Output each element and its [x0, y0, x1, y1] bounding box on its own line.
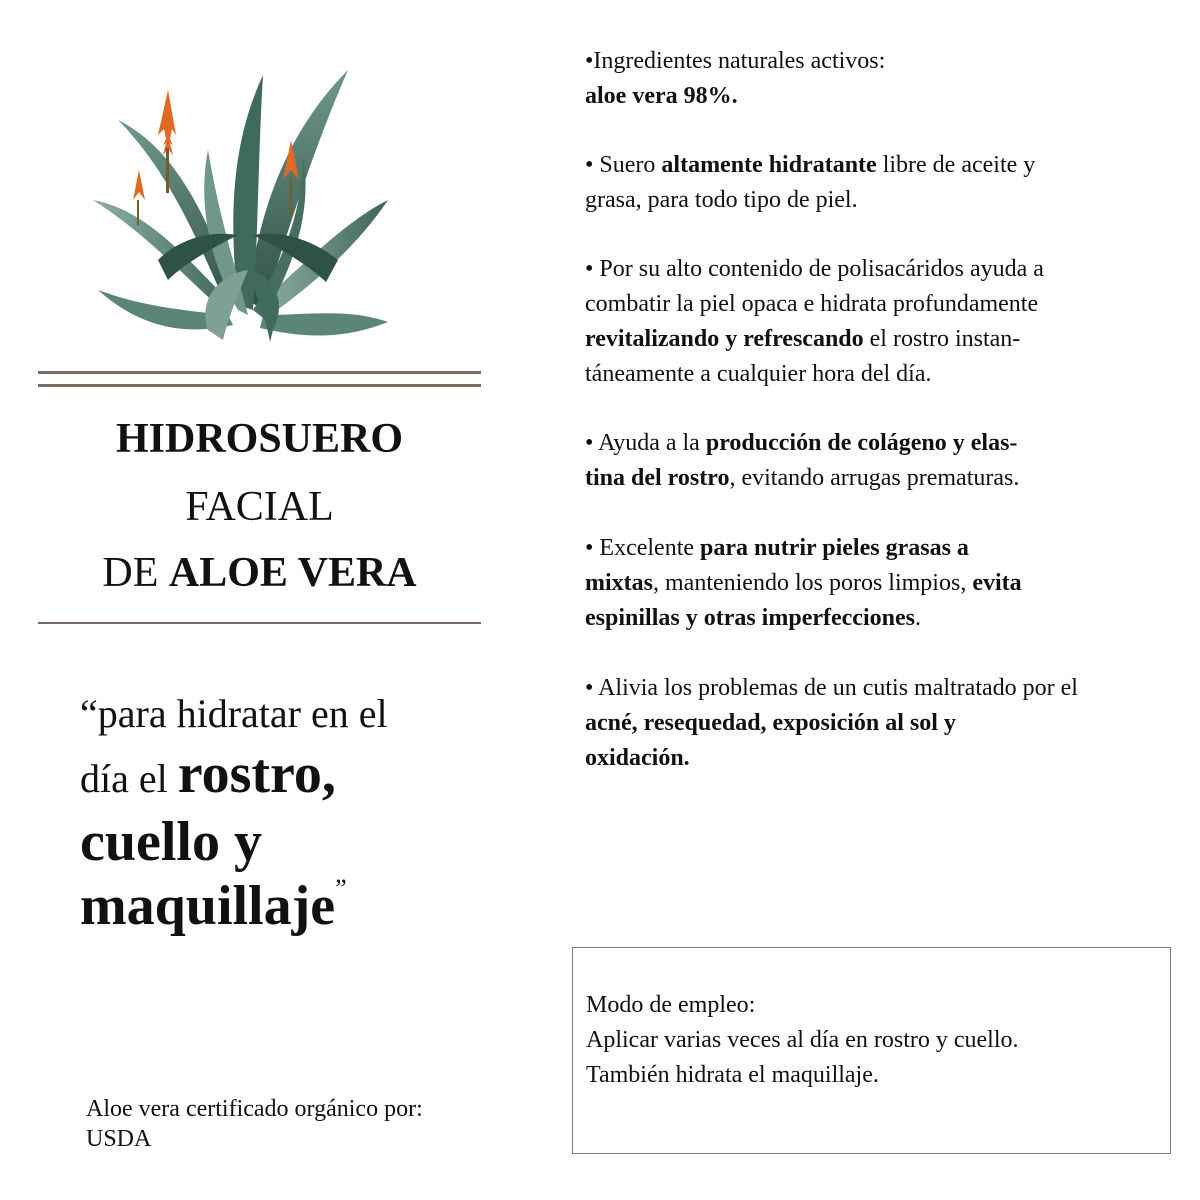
- usage-line-1: Aplicar varias veces al día en rostro y cuello.: [586, 1027, 1019, 1053]
- usage-heading: Modo de empleo:: [586, 992, 756, 1018]
- certification-note: Aloe vera certificado orgánico por: USDA: [86, 1096, 423, 1152]
- feature-hydration: • Suero altamente hidratante libre de aceite y grasa, para todo tipo de piel.: [585, 152, 1036, 213]
- product-title-line1: HIDROSUERO: [115, 416, 404, 462]
- divider-bottom: [38, 622, 481, 624]
- feature-relief: • Alivia los problemas de un cutis maltratado por el acné, resequedad, exposición al sol y oxidación.: [585, 675, 1078, 771]
- feature-oily-skin: • Excelente para nutrir pieles grasas a mixtas, manteniendo los poros limpios, evita espinillas y otras imperfecciones.: [585, 535, 1022, 631]
- product-title-line3: DE ALOE VERA: [102, 550, 417, 596]
- feature-polysaccharides: • Por su alto contenido de polisacáridos ayuda a combatir la piel opaca e hidrata profundamente revitalizando y refrescando el rostro instan- táneamente a cualquier hora del día.: [585, 256, 1044, 387]
- quote-line-4: maquillaje”: [80, 874, 347, 937]
- usage-instructions-box: [572, 947, 1171, 1154]
- feature-collagen: • Ayuda a la producción de colágeno y elas- tina del rostro, evitando arrugas prematuras.: [585, 430, 1020, 491]
- feature-ingredients: •Ingredientes naturales activos: aloe vera 98%.: [585, 48, 886, 109]
- quote-line-1: “para hidratar en el: [80, 691, 388, 736]
- quote-line-3: cuello y: [80, 811, 262, 873]
- usage-line-2: También hidrata el maquillaje.: [586, 1062, 879, 1088]
- divider-top-1: [38, 371, 481, 374]
- aloe-vera-illustration: [88, 60, 398, 345]
- usage-instructions-text: [586, 988, 1019, 1093]
- divider-top-2: [38, 384, 481, 387]
- quote-line-2: día el rostro,: [80, 743, 336, 805]
- product-title-line2: FACIAL: [185, 484, 334, 530]
